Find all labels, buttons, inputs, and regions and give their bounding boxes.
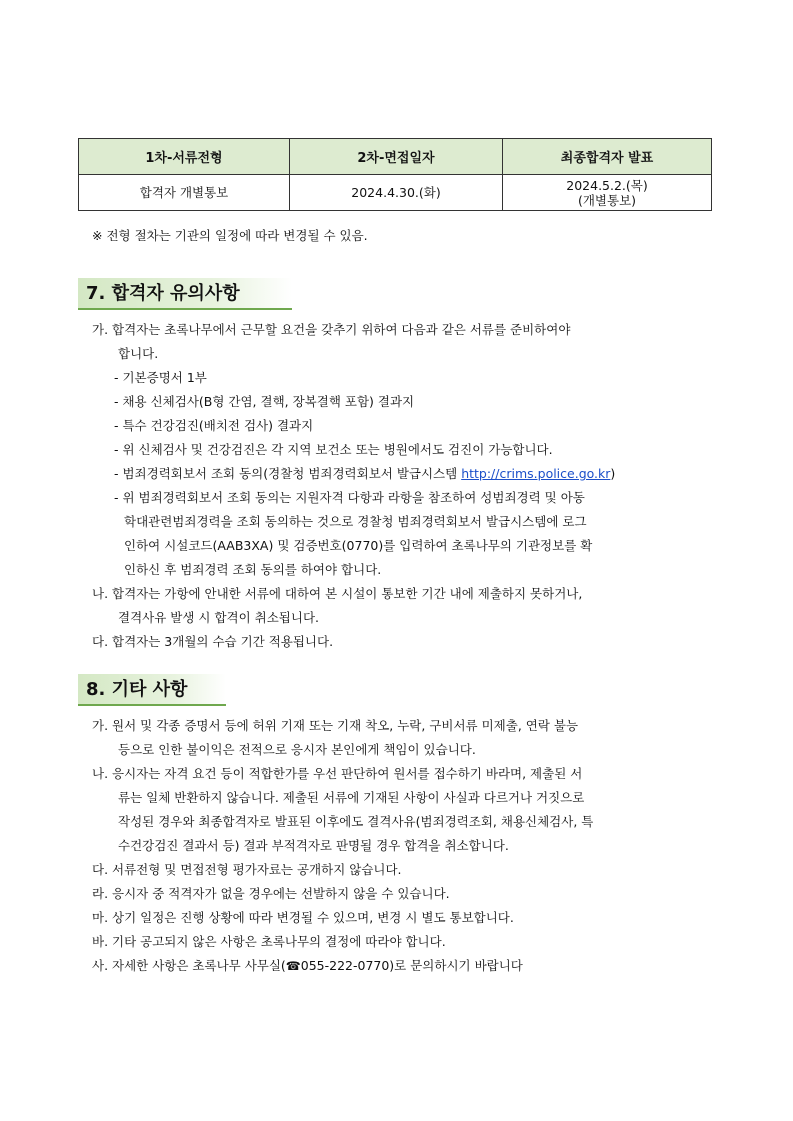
list-item: 가. 합격자는 초록나무에서 근무할 요건을 갖추기 위하여 다음과 같은 서류를 준비하여야 xyxy=(92,322,571,337)
section-7-heading xyxy=(78,278,292,310)
list-item: 결격사유 발생 시 합격이 취소됩니다. xyxy=(118,610,319,625)
list-item: 인하신 후 범죄경력 조회 동의를 하여야 합니다. xyxy=(124,562,382,577)
list-item: 바. 기타 공고되지 않은 사항은 초록나무의 결정에 따라야 합니다. xyxy=(92,934,446,949)
list-item: 합니다. xyxy=(118,346,159,361)
list-item: - 특수 건강검진(배치전 검사) 결과지 xyxy=(114,418,314,433)
list-item xyxy=(92,956,523,974)
section-title: 7. 합격자 유의사항 xyxy=(86,283,240,304)
table-cell xyxy=(503,175,712,211)
list-item: - 위 신체검사 및 건강검진은 각 지역 보건소 또는 병원에서도 검진이 가능합니다. xyxy=(114,442,553,457)
list-item: 가. 원서 및 각종 증명서 등에 허위 기재 또는 기재 착오, 누락, 구비서류 미제출, 연락 불능 xyxy=(92,718,579,733)
list-item: 다. 합격자는 3개월의 수습 기간 적용됩니다. xyxy=(92,634,334,649)
list-item: 인하여 시설코드(AAB3XA) 및 검증번호(0770)를 입력하여 초록나무의 기관정보를 확 xyxy=(124,538,593,553)
list-item-text: - 범죄경력회보서 조회 동의(경찰청 범죄경력회보서 발급시스템 xyxy=(114,466,462,481)
cell-line: 2024.5.2.(목) xyxy=(566,177,648,193)
list-item-text: ) xyxy=(610,466,616,481)
list-item: 마. 상기 일정은 진행 상황에 따라 변경될 수 있으며, 변경 시 별도 통보합니다. xyxy=(92,910,514,925)
list-item: 등으로 인한 불이익은 전적으로 응시자 본인에게 책임이 있습니다. xyxy=(118,742,476,757)
section-8-heading xyxy=(78,674,226,706)
list-item: - 위 범죄경력회보서 조회 동의는 지원자격 다항과 라항을 참조하여 성범죄경력 및 아동 xyxy=(114,490,585,505)
crims-link[interactable]: http://crims.police.go.kr xyxy=(461,466,611,481)
list-item: 라. 응시자 중 적격자가 없을 경우에는 선발하지 않을 수 있습니다. xyxy=(92,886,450,901)
table-cell: 2024.4.30.(화) xyxy=(290,175,503,211)
table-header-cell: 최종합격자 발표 xyxy=(503,139,712,175)
list-item: 류는 일체 반환하지 않습니다. 제출된 서류에 기재된 사항이 사실과 다르거나 거짓으로 xyxy=(118,790,585,805)
table-header-cell: 2차-면접일자 xyxy=(290,139,503,175)
list-item: 작성된 경우와 최종합격자로 발표된 이후에도 결격사유(범죄경력조회, 채용신체검사, 특 xyxy=(118,814,594,829)
list-item xyxy=(114,464,615,482)
list-item: 나. 합격자는 가항에 안내한 서류에 대하여 본 시설이 통보한 기간 내에 제출하지 못하거나, xyxy=(92,586,583,601)
list-item: 다. 서류전형 및 면접전형 평가자료는 공개하지 않습니다. xyxy=(92,862,402,877)
table-header-row xyxy=(79,139,712,175)
list-item-text: 사. 자세한 사항은 초록나무 사무실( xyxy=(92,958,286,973)
list-item: 수건강검진 결과서 등) 결과 부적격자로 판명될 경우 합격을 취소합니다. xyxy=(118,838,509,853)
list-item: - 기본증명서 1부 xyxy=(114,370,207,385)
list-item: 학대관련범죄경력을 조회 동의하는 것으로 경찰청 범죄경력회보서 발급시스템에 로그 xyxy=(124,514,587,529)
list-item: - 채용 신체검사(B형 간염, 결핵, 장복결핵 포함) 결과지 xyxy=(114,394,415,409)
schedule-note: ※ 전형 절차는 기관의 일정에 따라 변경될 수 있음. xyxy=(92,228,368,243)
schedule-table xyxy=(78,138,712,211)
section-title: 8. 기타 사항 xyxy=(86,679,188,700)
list-item: 나. 응시자는 자격 요건 등이 적합한가를 우선 판단하여 원서를 접수하기 바라며, 제출된 서 xyxy=(92,766,583,781)
table-header-cell: 1차-서류전형 xyxy=(79,139,290,175)
cell-line: (개별통보) xyxy=(577,192,637,208)
phone-icon: ☎ xyxy=(285,959,301,973)
table-cell: 합격자 개별통보 xyxy=(79,175,290,211)
list-item-text: 055-222-0770)로 문의하시기 바랍니다 xyxy=(300,958,523,973)
table-row xyxy=(79,175,712,211)
